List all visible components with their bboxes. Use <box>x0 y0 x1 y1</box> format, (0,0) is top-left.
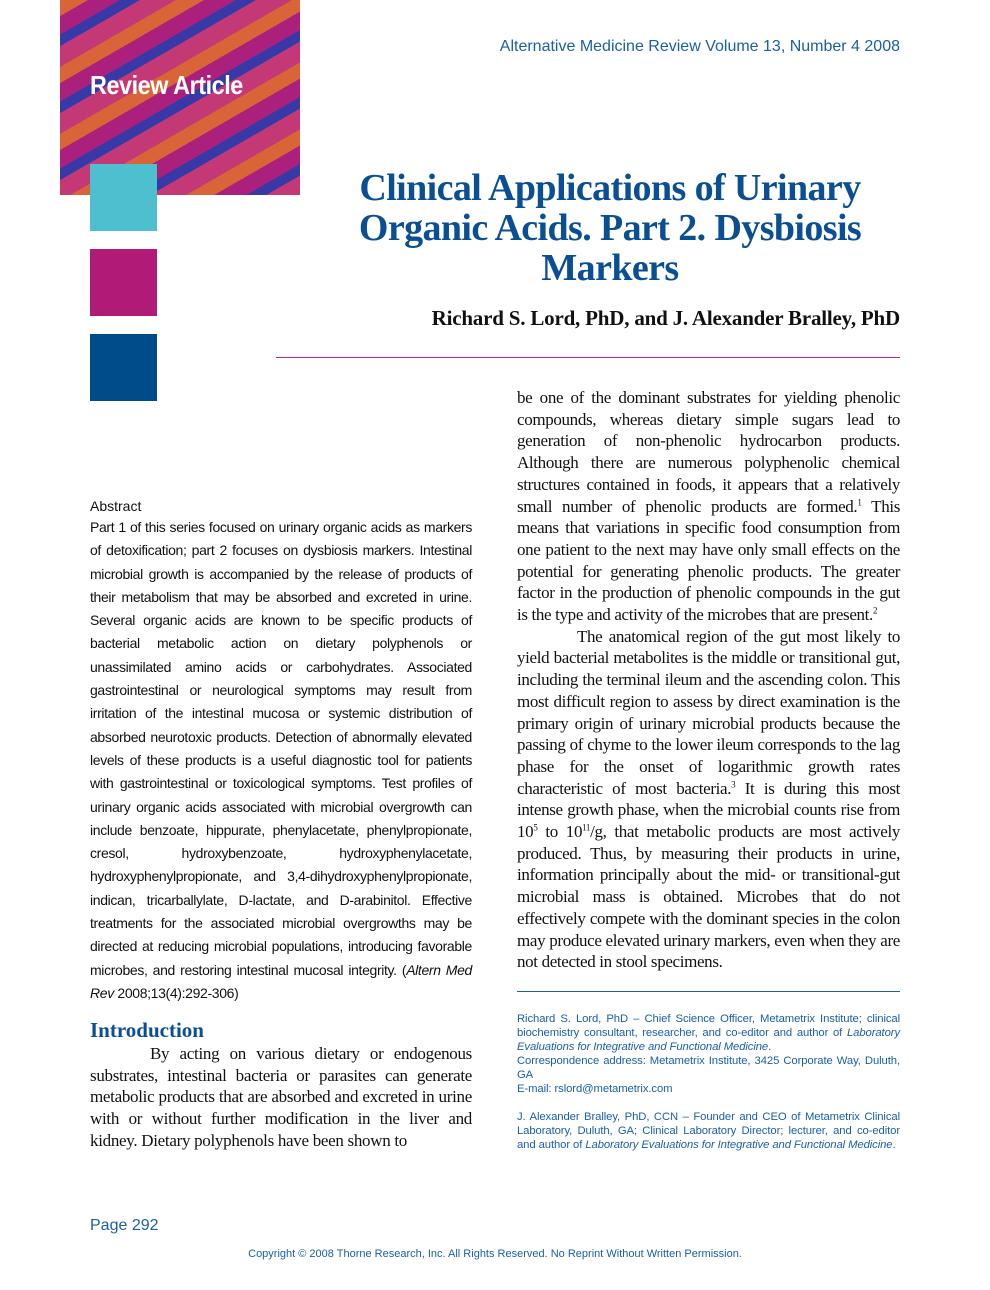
reference-marker: 2 <box>872 605 878 616</box>
text: /g, that metabolic products are most actively produced. Thus, by measuring their products in urine, information principally about the mid- or transitional-gut microbial mass is obtained. Microbes that do not effectively compete with the dominant species in the colon may produce elevated urinary markers, even when they are not detected in stool specimens. <box>517 822 900 972</box>
exponent: 5 <box>533 822 538 833</box>
text: . <box>892 1138 896 1151</box>
magenta-square-decoration <box>90 249 157 316</box>
citation-details: 2008;13(4):292-306) <box>113 984 239 1001</box>
abstract-body <box>90 516 472 1005</box>
citation-journal: Altern Med Rev <box>90 961 472 1001</box>
section-label: Review Article <box>90 70 243 100</box>
reference-marker: 3 <box>731 779 736 789</box>
text: Richard S. Lord, PhD – Chief Science Officer, Metametrix Institute; clinical biochemistry consultant, researcher, and co-editor and author of <box>517 1012 900 1039</box>
text: The anatomical region of the gut most likely to yield bacterial metabolites is the middle or transitional gut, including the terminal ileum and the ascending colon. This most difficult region to assess by direct examination is the primary origin of urinary microbial products because the passing of chyme to the lower ileum corresponds to the lag phase for the onset of logarithmic growth rates characteristic of most bacteria. <box>517 626 900 798</box>
right-column <box>517 387 900 1152</box>
correspondence-address: Correspondence address: Metametrix Institute, 3425 Corporate Way, Duluth, GA <box>517 1054 900 1081</box>
text: . <box>768 1040 772 1053</box>
exponent: 11 <box>582 822 591 833</box>
text: J. Alexander Bralley, PhD, CCN – Founder and CEO of Metametrix Clinical Laboratory, Duluth, GA; Clinical Laboratory Director; lecturer, and co-editor and author of <box>517 1110 900 1151</box>
article-title: Clinical Applications of Urinary Organic Acids. Part 2. Dysbiosis Markers <box>358 167 862 289</box>
book-title: Laboratory Evaluations for Integrative and Functional Medicine <box>585 1138 893 1151</box>
journal-header: Alternative Medicine Review Volume 13, Number 4 2008 <box>499 38 900 55</box>
email: E-mail: rslord@metametrix.com <box>517 1082 673 1095</box>
text: It is during this most intense growth phase, when the microbial counts rise from 10 <box>517 778 901 842</box>
paragraph <box>517 626 900 973</box>
cyan-square-decoration <box>90 164 157 231</box>
copyright: Copyright © 2008 Thorne Research, Inc. All Rights Reserved. No Reprint Without Written Permission. <box>248 1248 742 1260</box>
article-authors: Richard S. Lord, PhD, and J. Alexander Bralley, PhD <box>431 306 900 330</box>
reference-marker: 1 <box>857 496 862 507</box>
navy-square-decoration <box>90 334 157 401</box>
abstract-heading: Abstract <box>90 498 142 514</box>
author-note-lord <box>517 1012 900 1096</box>
author-note-bralley <box>517 1110 900 1152</box>
text: be one of the dominant substrates for yielding phenolic compounds, whereas dietary simple sugars lead to generation of non-phenolic hydrocarbon products. Although there are numerous polyphenolic chemical structures contained in foods, it appears that a relatively small number of phenolic products are formed. <box>517 388 900 516</box>
text: to 10 <box>537 822 583 842</box>
text: This means that variations in specific food consumption from one patient to the next may have only small effects on the potential for generating phenolic products. The greater factor in the production of phenolic compounds in the gut is the type and activity of the microbes that are present. <box>517 496 900 625</box>
title-block <box>300 168 900 331</box>
divider <box>276 357 900 358</box>
paragraph <box>517 387 900 626</box>
page-number: Page 292 <box>90 1217 159 1234</box>
abstract-text: Part 1 of this series focused on urinary organic acids as markers of detoxification; part 2 focuses on dysbiosis markers. Intestinal microbial growth is accompanied by the release of products of their metabolism that may be absorbed and excreted in urine. Several organic acids are known to be specific products of bacterial metabolic action on dietary polyphenols or unassimilated amino acids or carbohydrates. Associated gastrointestinal or neurological symptoms may result from irritation of the intestinal mucosa or systemic distribution of absorbed neurotoxic products. Detection of abnormally elevated levels of these products is a useful diagnostic tool for patients with gastrointestinal or toxicological symptoms. Test profiles of urinary organic acids associated with microbial overgrowth can include benzoate, hippurate, phenylacetate, phenylpropionate, cresol, hydroxybenzoate, hydroxyphenylacetate, hydroxyphenylpropionate, and 3,4-dihydroxyphenylpropionate, indican, tricarballylate, D-lactate, and D-arabinitol. Effective treatments for the associated microbial overgrowths may be directed at reducing microbial populations, introducing favorable microbes, and restoring intestinal mucosal integrity. ( <box>90 519 472 978</box>
introduction-heading: Introduction <box>90 1018 204 1043</box>
book-title: Laboratory Evaluations for Integrative and Functional Medicine <box>517 1026 900 1053</box>
right-column-body <box>517 387 900 973</box>
footnote-divider <box>517 991 900 992</box>
introduction-body: By acting on various dietary or endogenous substrates, intestinal bacteria or parasites can generate metabolic products that are absorbed and excreted in urine with or without further modification in the liver and kidney. Dietary polyphenols have been shown to <box>90 1044 472 1150</box>
left-column <box>90 496 472 1151</box>
